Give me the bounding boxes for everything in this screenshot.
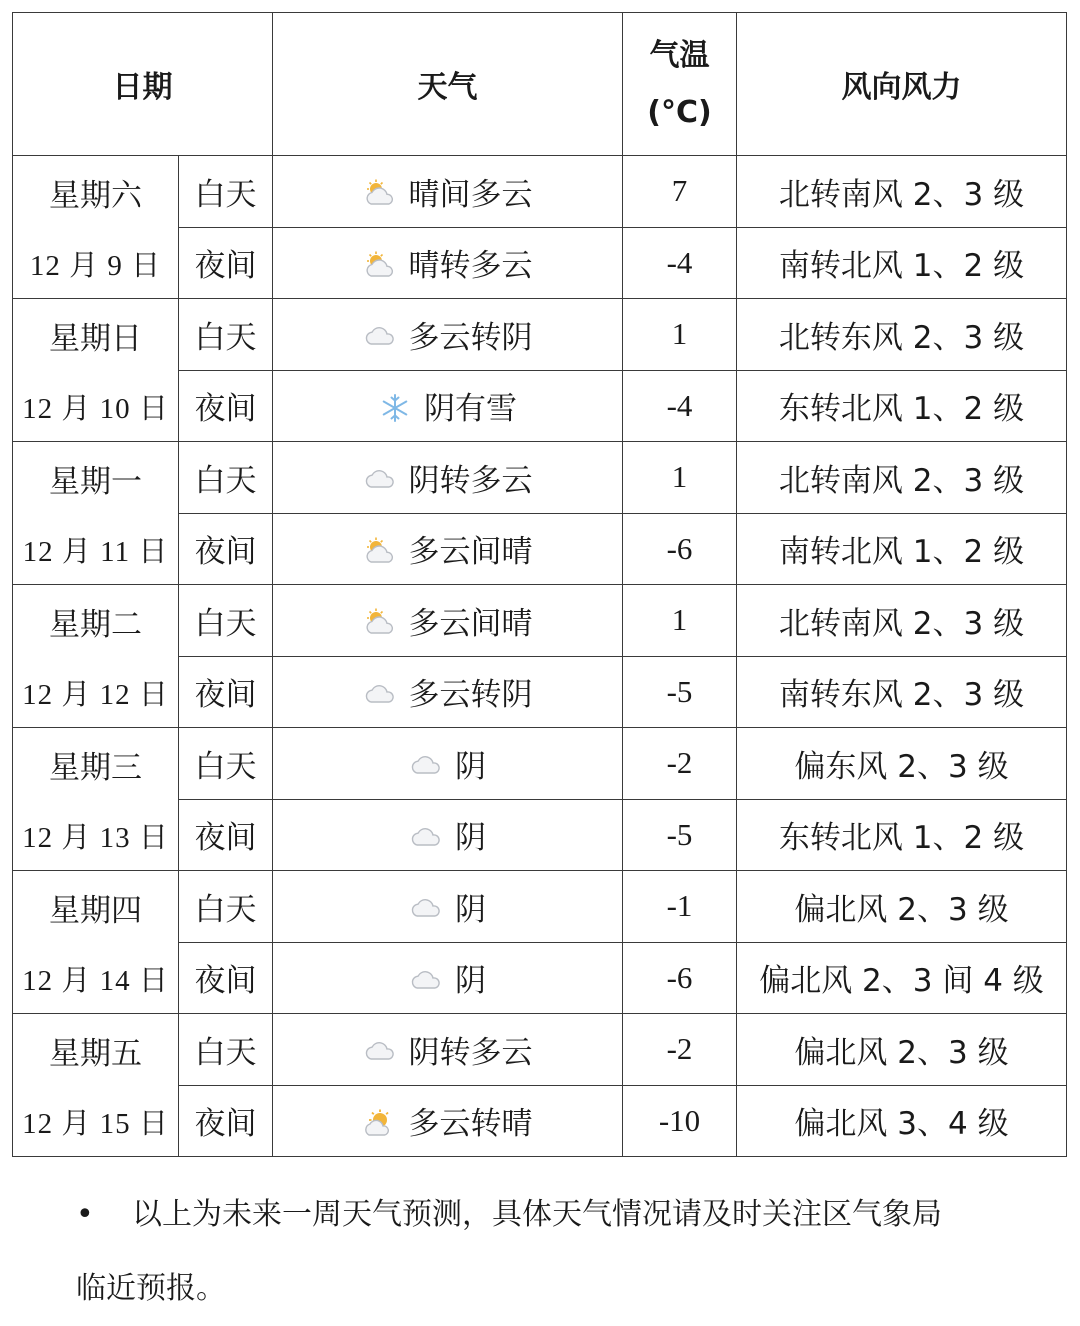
date-label: 12 月 9 日 <box>29 249 162 282</box>
wind-cell: 东转北风 1、2 级 <box>737 799 1067 871</box>
wind-cell: 北转东风 2、3 级 <box>737 299 1067 371</box>
weather-cell <box>273 799 623 871</box>
weather-cell <box>273 227 623 299</box>
table-row <box>13 156 1067 228</box>
cloud-icon <box>363 322 397 346</box>
header-weather: 天气 <box>273 13 623 156</box>
cloud-icon <box>409 823 443 847</box>
weather-cell <box>273 370 623 442</box>
weather-cell <box>273 299 623 371</box>
period-cell: 白天 <box>179 728 273 800</box>
weather-label: 阴 <box>455 820 486 857</box>
cloud-icon <box>363 1037 397 1061</box>
header-temp-unit: (°C) <box>647 95 712 130</box>
date-label: 12 月 13 日 <box>22 821 169 854</box>
wind-cell: 南转东风 2、3 级 <box>737 656 1067 728</box>
temperature-cell: -1 <box>623 871 737 943</box>
note-line-1: 以上为未来一周天气预测，具体天气情况请及时关注区气象局 <box>132 1197 942 1232</box>
temperature-cell: -10 <box>623 1085 737 1157</box>
header-date: 日期 <box>13 13 273 156</box>
period-cell: 白天 <box>179 871 273 943</box>
date-cell <box>13 156 179 299</box>
sun-cloud-icon <box>363 179 397 203</box>
cloud-icon <box>409 894 443 918</box>
weather-label: 多云转阴 <box>408 319 533 356</box>
date-label: 12 月 15 日 <box>22 1107 169 1140</box>
period-cell: 夜间 <box>179 942 273 1014</box>
weather-cell <box>273 871 623 943</box>
period-cell: 夜间 <box>179 227 273 299</box>
weather-label: 阴有雪 <box>424 391 517 428</box>
cloud-icon <box>363 680 397 704</box>
wind-cell: 南转北风 1、2 级 <box>737 227 1067 299</box>
cloud-icon <box>409 751 443 775</box>
weather-cell <box>273 585 623 657</box>
date-cell <box>13 728 179 871</box>
note-bullet: • <box>76 1197 94 1232</box>
weather-cell <box>273 656 623 728</box>
table-row <box>13 871 1067 943</box>
snowflake-icon <box>378 394 412 418</box>
weekday-label: 星期日 <box>49 321 142 357</box>
weather-cell <box>273 1085 623 1157</box>
weekday-label: 星期二 <box>49 607 142 643</box>
date-label: 12 月 14 日 <box>22 964 169 997</box>
temperature-cell: 7 <box>623 156 737 228</box>
temperature-cell: -5 <box>623 799 737 871</box>
period-cell: 夜间 <box>179 656 273 728</box>
wind-cell: 偏东风 2、3 级 <box>737 728 1067 800</box>
temperature-cell: -2 <box>623 1014 737 1086</box>
weekday-label: 星期一 <box>49 464 142 500</box>
weather-label: 阴 <box>455 748 486 785</box>
temperature-cell: 1 <box>623 585 737 657</box>
weather-label: 多云间晴 <box>408 534 533 571</box>
date-cell <box>13 871 179 1014</box>
period-cell: 白天 <box>179 585 273 657</box>
temperature-cell: -6 <box>623 942 737 1014</box>
date-cell <box>13 585 179 728</box>
sun-cloud-icon <box>363 608 397 632</box>
weather-cell <box>273 1014 623 1086</box>
weekday-label: 星期六 <box>49 178 142 214</box>
period-cell: 夜间 <box>179 1085 273 1157</box>
wind-cell: 北转南风 2、3 级 <box>737 442 1067 514</box>
temperature-cell: -6 <box>623 513 737 585</box>
weather-label: 阴 <box>455 891 486 928</box>
weather-forecast-table <box>12 12 1067 1157</box>
period-cell: 夜间 <box>179 799 273 871</box>
table-row <box>13 299 1067 371</box>
wind-cell: 南转北风 1、2 级 <box>737 513 1067 585</box>
header-wind: 风向风力 <box>737 13 1067 156</box>
temperature-cell: 1 <box>623 299 737 371</box>
note-line-2: 临近预报。 <box>76 1271 226 1306</box>
wind-cell: 偏北风 2、3 级 <box>737 1014 1067 1086</box>
date-cell <box>13 1014 179 1157</box>
weather-cell <box>273 442 623 514</box>
temperature-cell: -5 <box>623 656 737 728</box>
weather-label: 阴转多云 <box>408 1034 533 1071</box>
table-row <box>13 585 1067 657</box>
table-row <box>13 442 1067 514</box>
weather-label: 阴 <box>455 963 486 1000</box>
wind-cell: 偏北风 2、3 级 <box>737 871 1067 943</box>
date-cell <box>13 299 179 442</box>
weather-label: 阴转多云 <box>408 462 533 499</box>
period-cell: 白天 <box>179 442 273 514</box>
temperature-cell: 1 <box>623 442 737 514</box>
weather-cell <box>273 728 623 800</box>
wind-cell: 北转南风 2、3 级 <box>737 585 1067 657</box>
weather-label: 晴间多云 <box>408 176 533 213</box>
date-label: 12 月 11 日 <box>22 535 169 568</box>
weekday-label: 星期五 <box>49 1036 142 1072</box>
weather-label: 晴转多云 <box>408 248 533 285</box>
cloud-icon <box>409 966 443 990</box>
wind-cell: 北转南风 2、3 级 <box>737 156 1067 228</box>
forecast-note <box>76 1178 1026 1326</box>
wind-cell: 偏北风 3、4 级 <box>737 1085 1067 1157</box>
weather-label: 多云转晴 <box>408 1106 533 1143</box>
table-row <box>13 728 1067 800</box>
table-row <box>13 1014 1067 1086</box>
weekday-label: 星期四 <box>49 893 142 929</box>
wind-cell: 东转北风 1、2 级 <box>737 370 1067 442</box>
weather-cell <box>273 942 623 1014</box>
weather-label: 多云间晴 <box>408 605 533 642</box>
temperature-cell: -2 <box>623 728 737 800</box>
sun-cloud-icon <box>363 251 397 275</box>
sun-cloud-bright-icon <box>363 1109 397 1133</box>
header-temp-label: 气温 <box>649 38 710 73</box>
period-cell: 夜间 <box>179 513 273 585</box>
wind-cell: 偏北风 2、3 间 4 级 <box>737 942 1067 1014</box>
weekday-label: 星期三 <box>49 750 142 786</box>
date-label: 12 月 10 日 <box>22 392 169 425</box>
period-cell: 白天 <box>179 156 273 228</box>
table-header-row <box>13 13 1067 156</box>
sun-cloud-icon <box>363 537 397 561</box>
cloud-icon <box>363 465 397 489</box>
forecast-body <box>13 156 1067 1157</box>
temperature-cell: -4 <box>623 227 737 299</box>
period-cell: 白天 <box>179 1014 273 1086</box>
period-cell: 夜间 <box>179 370 273 442</box>
weather-cell <box>273 513 623 585</box>
weather-label: 多云转阴 <box>408 677 533 714</box>
period-cell: 白天 <box>179 299 273 371</box>
date-cell <box>13 442 179 585</box>
temperature-cell: -4 <box>623 370 737 442</box>
date-label: 12 月 12 日 <box>22 678 169 711</box>
weather-cell <box>273 156 623 228</box>
header-temperature <box>623 13 737 156</box>
